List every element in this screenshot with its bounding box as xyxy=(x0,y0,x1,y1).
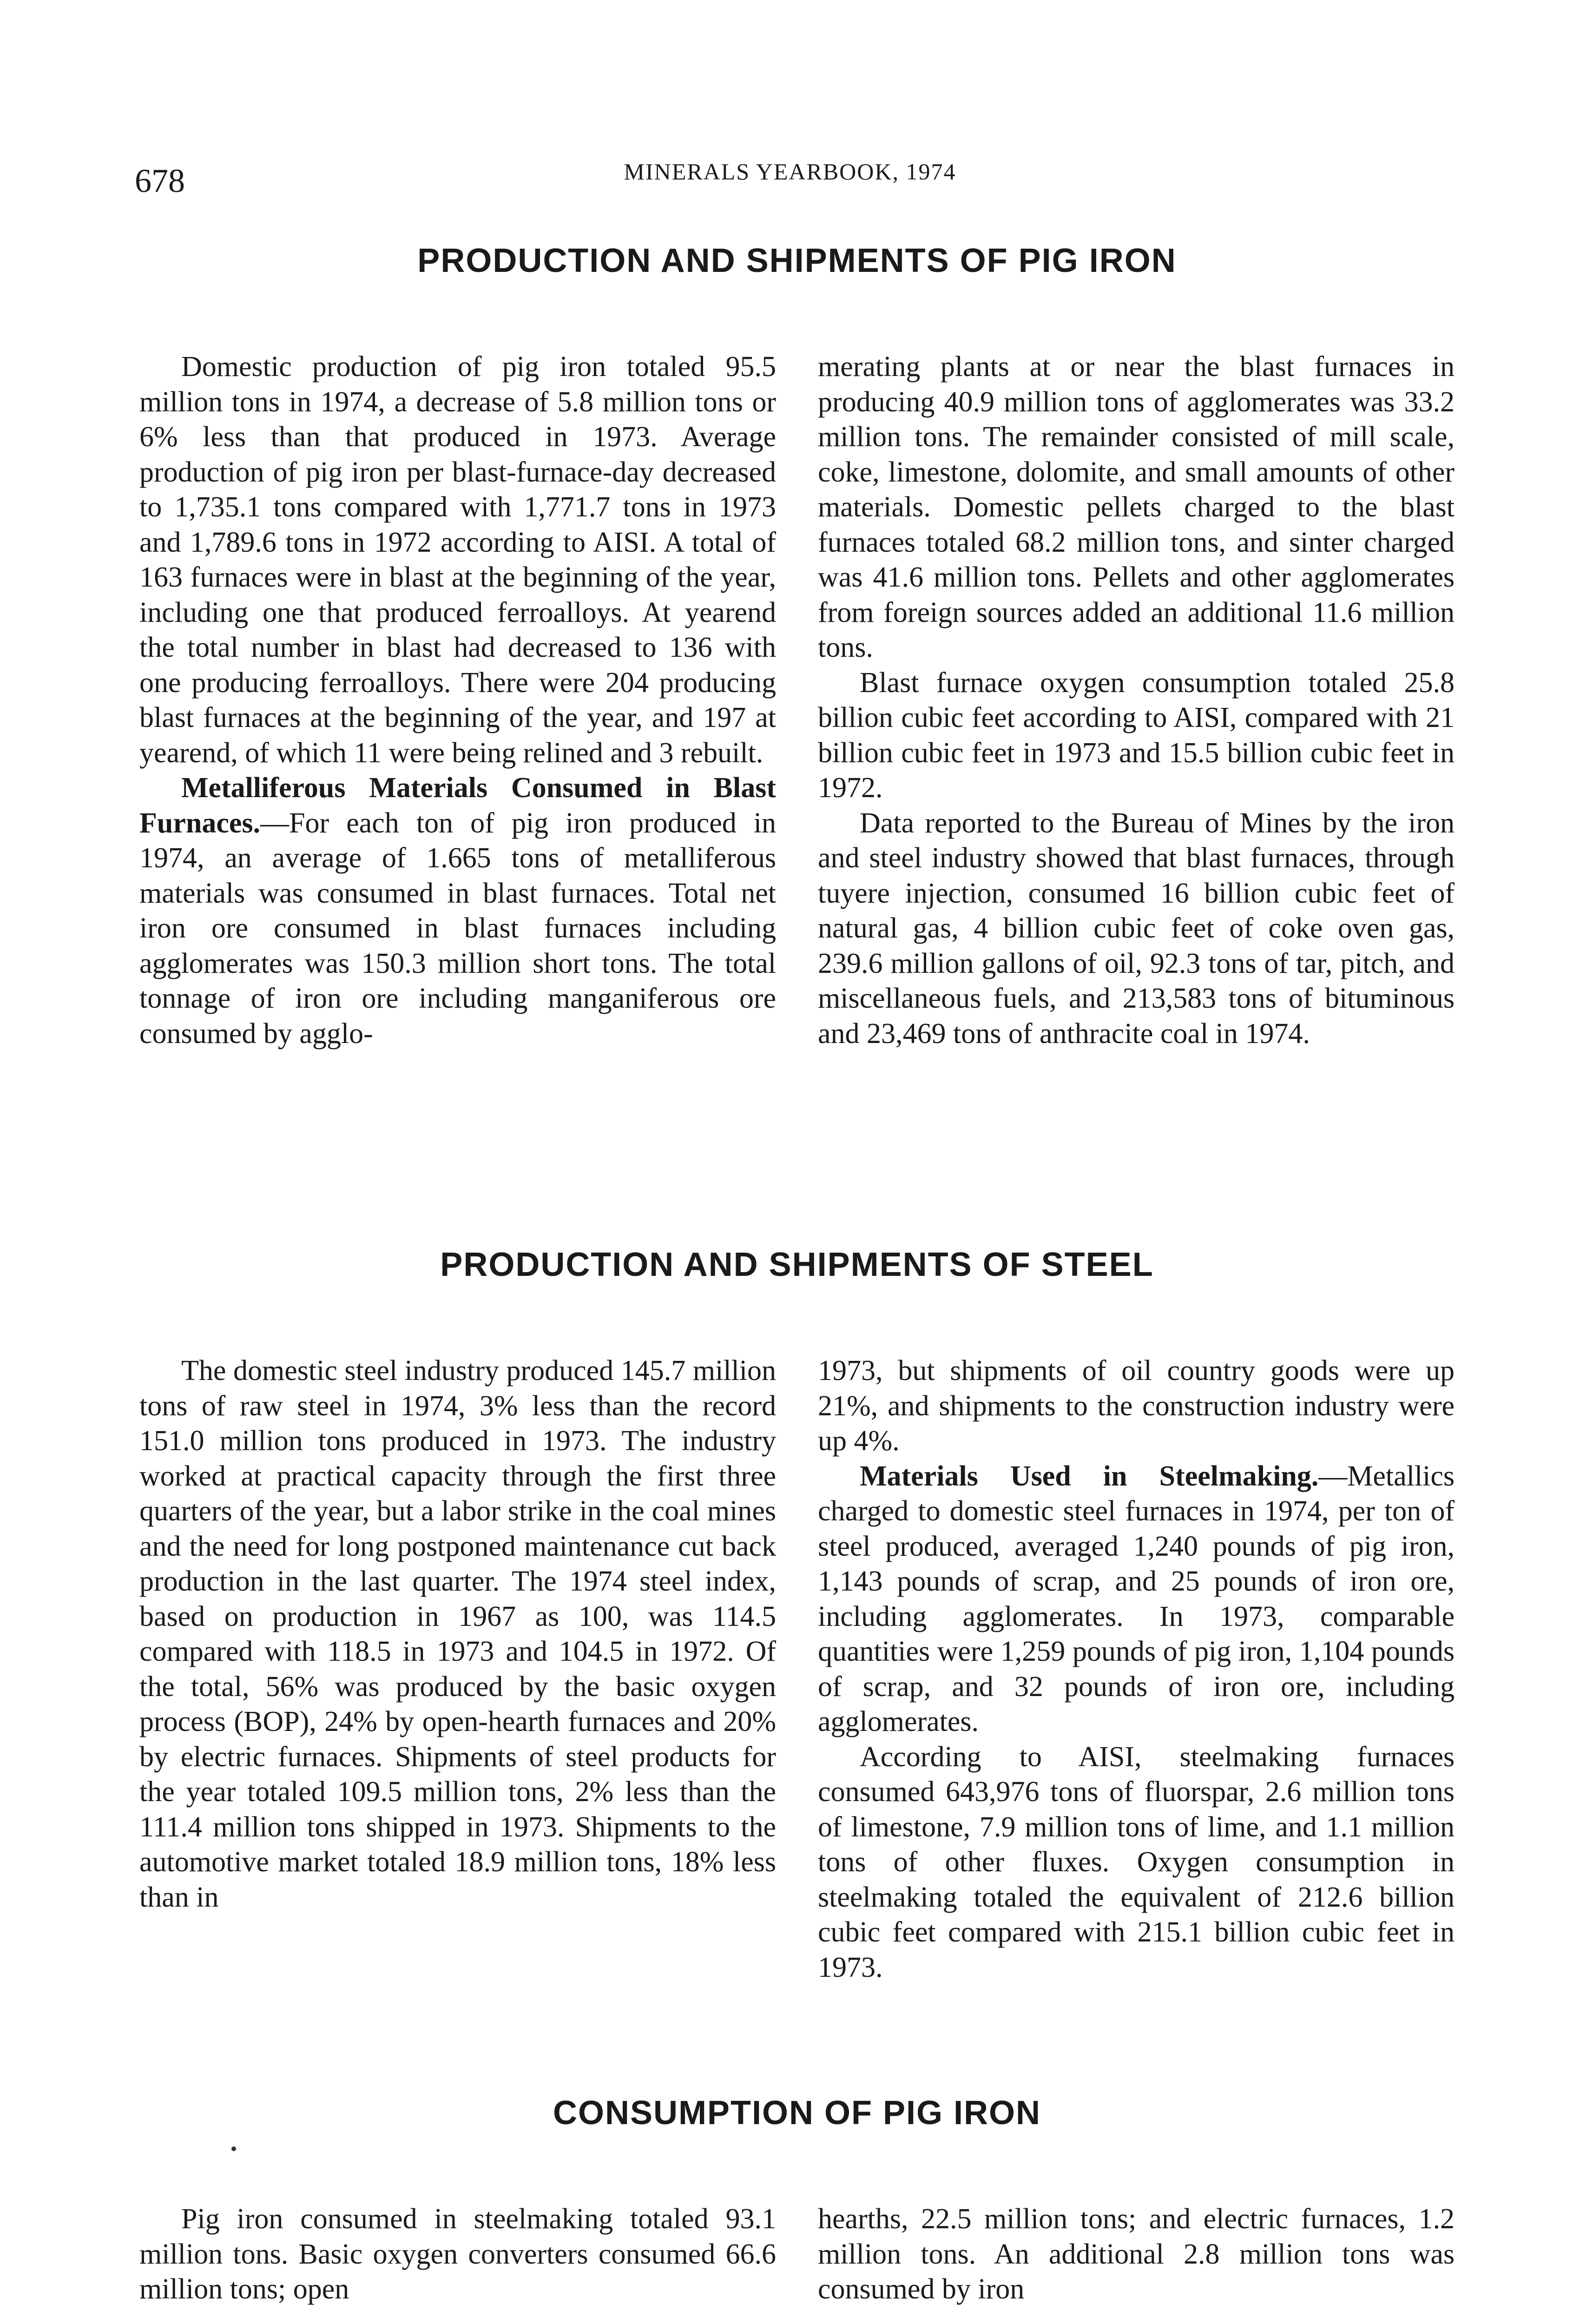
paragraph: Domestic production of pig iron totaled 95.5 million tons in 1974, a decrease of 5.8 million tons or 6% less than that produced in 1973. Average production of pig iron per blast-furnace-day decreased to 1,735.1 tons compared with 1,771.7 tons in 1973 and 1,789.6 tons in 1972 according to AISI. A total of 163 furnaces were in blast at the beginning of the year, including one that produced ferroalloys. At yearend the total number in blast had decreased to 136 with one producing ferroalloys. There were 204 producing blast furnaces at the beginning of the year, and 197 at yearend, of which 11 were being relined and 3 rebuilt. xyxy=(139,351,776,769)
section-pig-iron xyxy=(139,242,1455,1051)
paragraph: Pig iron consumed in steelmaking totaled 93.1 million tons. Basic oxygen converters consumed 66.6 million tons; open xyxy=(139,2203,776,2305)
two-column-body xyxy=(139,2202,1455,2307)
paragraph xyxy=(818,1459,1455,1740)
section-steel xyxy=(139,1246,1455,1985)
run-in-heading: Metalliferous Materials Consumed in Blast Furnaces. xyxy=(139,772,776,839)
left-column xyxy=(139,1353,776,1985)
right-column xyxy=(818,350,1455,1051)
section-heading-consumption: CONSUMPTION OF PIG IRON xyxy=(553,2094,1041,2132)
paragraph: Blast furnace oxygen consumption totaled 25.8 billion cubic feet according to AISI, compared with 21 billion cubic feet in 1973 and 15.5 billion cubic feet in 1972. xyxy=(818,667,1455,804)
paragraph: The domestic steel industry produced 145.7 million tons of raw steel in 1974, 3% less than the record 151.0 million tons produced in 1973. The industry worked at practical capacity through the first three quarters of the year, but a labor strike in the coal mines and the need for long postponed maintenance cut back production in the last quarter. The 1974 steel index, based on production in 1967 as 100, was 114.5 compared with 118.5 in 1973 and 104.5 in 1972. Of the total, 56% was produced by the basic oxygen process (BOP), 24% by open-hearth furnaces and 20% by electric furnaces. Shipments of steel products for the year totaled 109.5 million tons, 2% less than the 111.4 million tons shipped in 1973. Shipments to the automotive market totaled 18.9 million tons, 18% less than in xyxy=(139,1355,776,1913)
running-title: MINERALS YEARBOOK, 1974 xyxy=(624,158,956,185)
paragraph-text: —For each ton of pig iron produced in 1974, an average of 1.665 tons of metalliferous materials was consumed in blast furnaces. Total net iron ore consumed in blast furnaces including agglomerates was 150.3 million short tons. The total tonnage of iron ore including manganiferous ore consumed by agglo- xyxy=(139,807,776,1050)
two-column-body xyxy=(139,1353,1455,1985)
two-column-body xyxy=(139,350,1455,1051)
paragraph-text: —Metallics charged to domestic steel furnaces in 1974, per ton of steel produced, averaged 1,240 pounds of pig iron, 1,143 pounds of scrap, and 25 pounds of iron ore, including agglomerates. In 1973, comparable quantities were 1,259 pounds of pig iron, 1,104 pounds of scrap, and 32 pounds of iron ore, including agglomerates. xyxy=(818,1460,1455,1737)
run-in-heading: Materials Used in Steelmaking. xyxy=(860,1460,1319,1492)
paragraph xyxy=(139,771,776,1051)
left-column xyxy=(139,2202,776,2307)
left-column xyxy=(139,350,776,1051)
paragraph: According to AISI, steelmaking furnaces consumed 643,976 tons of fluorspar, 2.6 million tons of limestone, 7.9 million tons of lime, and 1.1 million tons of other fluxes. Oxygen consumption in steelmaking totaled the equivalent of 212.6 billion cubic feet compared with 215.1 billion cubic feet in 1973. xyxy=(818,1741,1455,1983)
paragraph-continuation: hearths, 22.5 million tons; and electric furnaces, 1.2 million tons. An additional 2.8 million tons was consumed by iron xyxy=(818,2203,1455,2305)
section-heading-steel: PRODUCTION AND SHIPMENTS OF STEEL xyxy=(440,1246,1154,1283)
page-number: 678 xyxy=(135,162,185,199)
right-column xyxy=(818,1353,1455,1985)
right-column xyxy=(818,2202,1455,2307)
paragraph-continuation: merating plants at or near the blast furnaces in producing 40.9 million tons of agglomerates was 33.2 million tons. The remainder consisted of mill scale, coke, limestone, dolomite, and small amounts of other materials. Domestic pellets charged to the blast furnaces totaled 68.2 million tons, and sinter charged was 41.6 million tons. Pellets and other agglomerates from foreign sources added an additional 11.6 million tons. xyxy=(818,351,1455,663)
paragraph-continuation: 1973, but shipments of oil country goods were up 21%, and shipments to the construction industry were up 4%. xyxy=(818,1355,1455,1457)
paragraph: Data reported to the Bureau of Mines by the iron and steel industry showed that blast furnaces, through tuyere injection, consumed 16 billion cubic feet of natural gas, 4 billion cubic feet of coke oven gas, 239.6 million gallons of oil, 92.3 tons of tar, pitch, and miscellaneous fuels, and 213,583 tons of bituminous and 23,469 tons of anthracite coal in 1974. xyxy=(818,807,1455,1050)
section-consumption xyxy=(139,2094,1455,2307)
section-heading-pig-iron: PRODUCTION AND SHIPMENTS OF PIG IRON xyxy=(417,242,1177,279)
